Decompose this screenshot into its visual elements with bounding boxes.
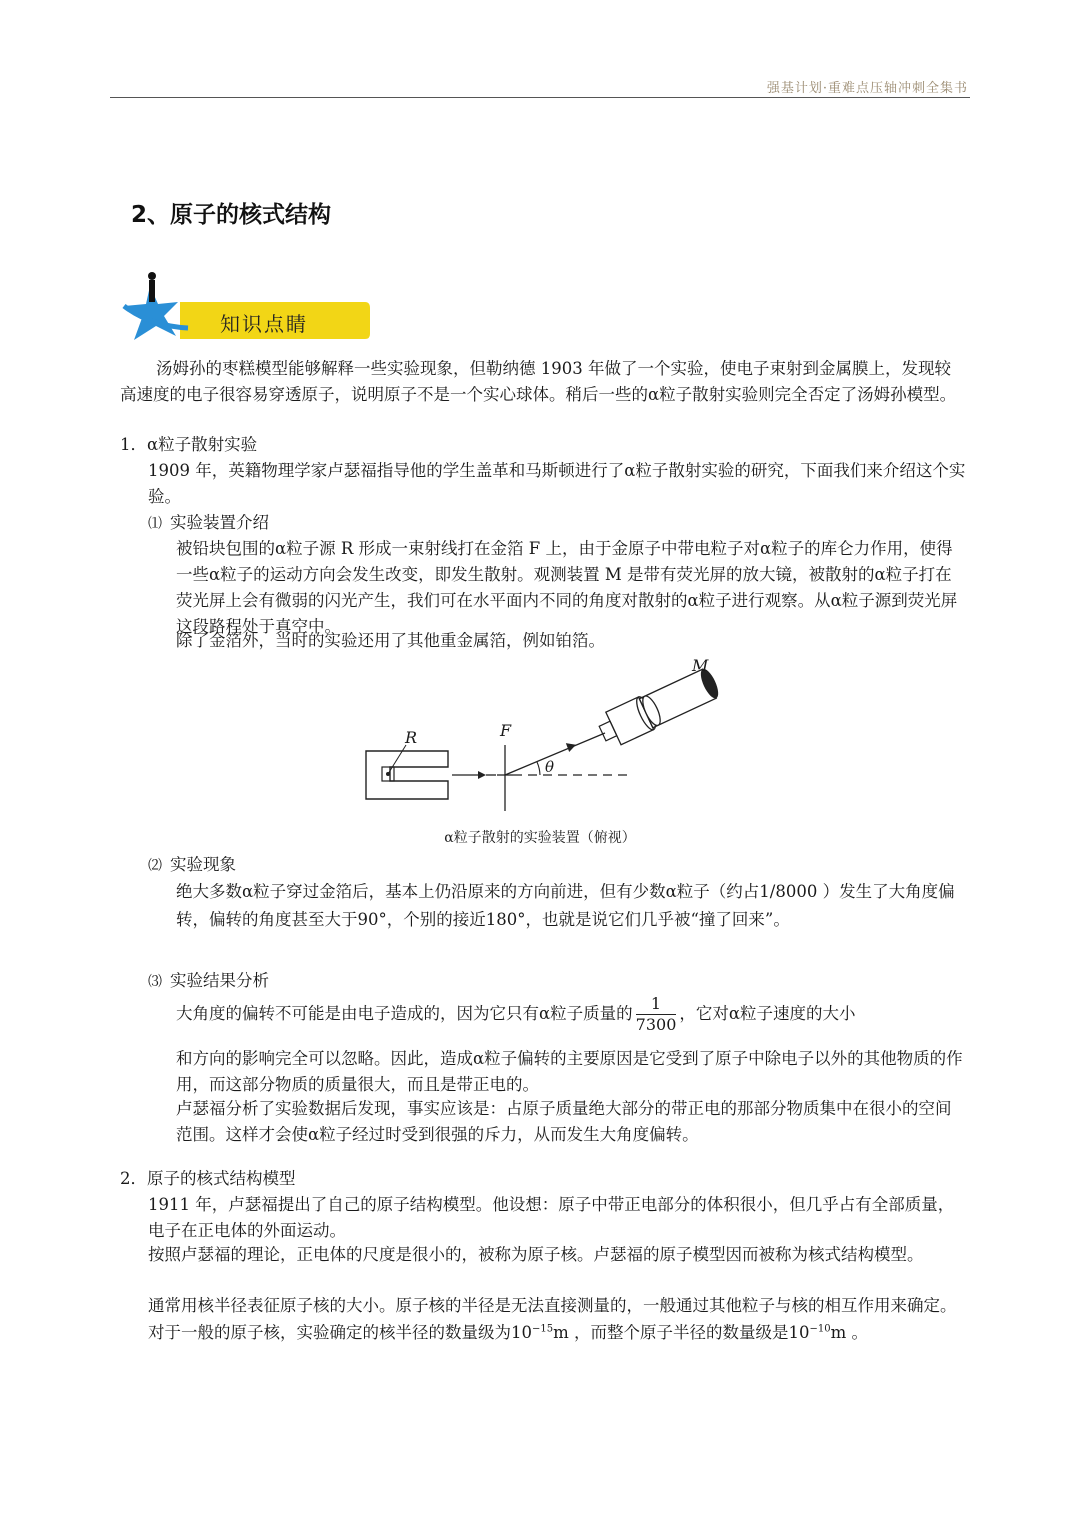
label-F: F [500, 721, 512, 740]
sub3-text-a: 大角度的偏转不可能是由电子造成的，因为它只有α粒子质量的 [176, 1004, 633, 1023]
fraction [636, 994, 677, 1035]
figure-icon [149, 280, 155, 302]
angle-arc [537, 762, 540, 775]
sub1-number: ⑴ [148, 516, 162, 532]
exponent-1: −15 [532, 1323, 554, 1335]
part2-p3-a: 通常用核半径表征原子核的大小。原子核的半径是无法直接测量的，一般通过其他粒子与核的相互作用来确定。对于一般的原子核，实验确定的核半径的数量级为10 [148, 1296, 957, 1342]
part2-heading: 2．原子的核式结构模型 [120, 1169, 296, 1188]
sub3-title: 实验结果分析 [170, 971, 269, 990]
intro-paragraph: 汤姆孙的枣糕模型能够解释一些实验现象，但勒纳德 1903 年做了一个实验，使电子束射到金属膜上，发现较高速度的电子很容易穿透原子，说明原子不是一个实心球体。稍后一些的α粒子散射实验则完全否定了汤姆孙模型。 [120, 359, 957, 404]
sub1-heading [148, 510, 269, 537]
label-R: R [405, 728, 418, 747]
fraction-denominator: 7300 [635, 1015, 677, 1034]
part2-p3-c: m 。 [830, 1323, 869, 1342]
part2-p1: 1911 年，卢瑟福提出了自己的原子结构模型。他设想：原子中带正电部分的体积很小，但几乎占有全部质量，电子在正电体的外面运动。 [148, 1195, 955, 1240]
fraction-numerator: 1 [636, 994, 677, 1015]
part2-p3 [148, 1292, 966, 1346]
part1-heading: 1．α粒子散射实验 [120, 435, 258, 454]
banner-label: 知识点睛 [220, 312, 308, 336]
sub1-title: 实验装置介绍 [170, 513, 269, 532]
scattered-ray [505, 733, 605, 775]
exponent-2: −10 [809, 1323, 831, 1335]
sub3-text-d: 卢瑟福分析了实验数据后发现，事实应该是：占原子质量绝大部分的带正电的那部分物质集中在很小的空间范围。这样才会使α粒子经过时受到很强的斥力，从而发生大角度偏转。 [176, 1099, 952, 1144]
label-M: M [692, 656, 709, 675]
sub1-note: 除了金箔外，当时的实验还用了其他重金属箔，例如铂箔。 [176, 631, 605, 650]
section-title: 2、原子的核式结构 [131, 202, 332, 228]
knowledge-banner [120, 266, 380, 346]
sub2-text: 绝大多数α粒子穿过金箔后，基本上仍沿原来的方向前进，但有少数α粒子（约占1/8000 ）发生了大角度偏转，偏转的角度甚至大于90°，个别的接近180°，也就是说它们几乎被“撞了回来”。 [176, 882, 955, 929]
running-header: 强基计划·重难点压轴冲刺全集书 [766, 81, 968, 96]
figure-caption: α粒子散射的实验装置（俯视） [444, 830, 636, 846]
sub3-text-c: 和方向的影响完全可以忽略。因此，造成α粒子偏转的主要原因是它受到了原子中除电子以外的其他物质的作用，而这部分物质的质量很大，而且是带正电的。 [176, 1049, 963, 1094]
part2-p3-b: m ，而整个原子半径的数量级是10 [553, 1323, 810, 1342]
sub3-heading [148, 968, 269, 995]
part1-intro: 1909 年，英籍物理学家卢瑟福指导他的学生盖革和马斯顿进行了α粒子散射实验的研究，下面我们来介绍这个实验。 [148, 461, 966, 506]
header-rule [110, 97, 970, 98]
sub2-heading [148, 852, 236, 879]
lead-block [366, 751, 448, 799]
sub2-title: 实验现象 [170, 855, 236, 874]
sub2-number: ⑵ [148, 858, 162, 874]
detector [595, 665, 723, 750]
sub3-line1 [176, 994, 976, 1035]
sub3-text-b: ，它对α粒子速度的大小 [679, 1004, 856, 1023]
sub1-text: 被铅块包围的α粒子源 R 形成一束射线打在金箔 F 上，由于金原子中带电粒子对α粒子的库仑力作用，使得一些α粒子的运动方向会发生改变，即发生散射。观测装置 M 是带有荧光屏的放大镜，被散射的α粒子打在荧光屏上会有微弱的闪光产生，我们可在水平面内不同的角度对散射的α粒子进行观察。从α粒子源到荧光屏这段路程处于真空中。 [176, 539, 958, 636]
part2-p2: 按照卢瑟福的理论，正电体的尺度是很小的，被称为原子核。卢瑟福的原子模型因而被称为核式结构模型。 [148, 1245, 924, 1264]
sub3-number: ⑶ [148, 974, 162, 990]
label-theta: θ [545, 758, 555, 776]
